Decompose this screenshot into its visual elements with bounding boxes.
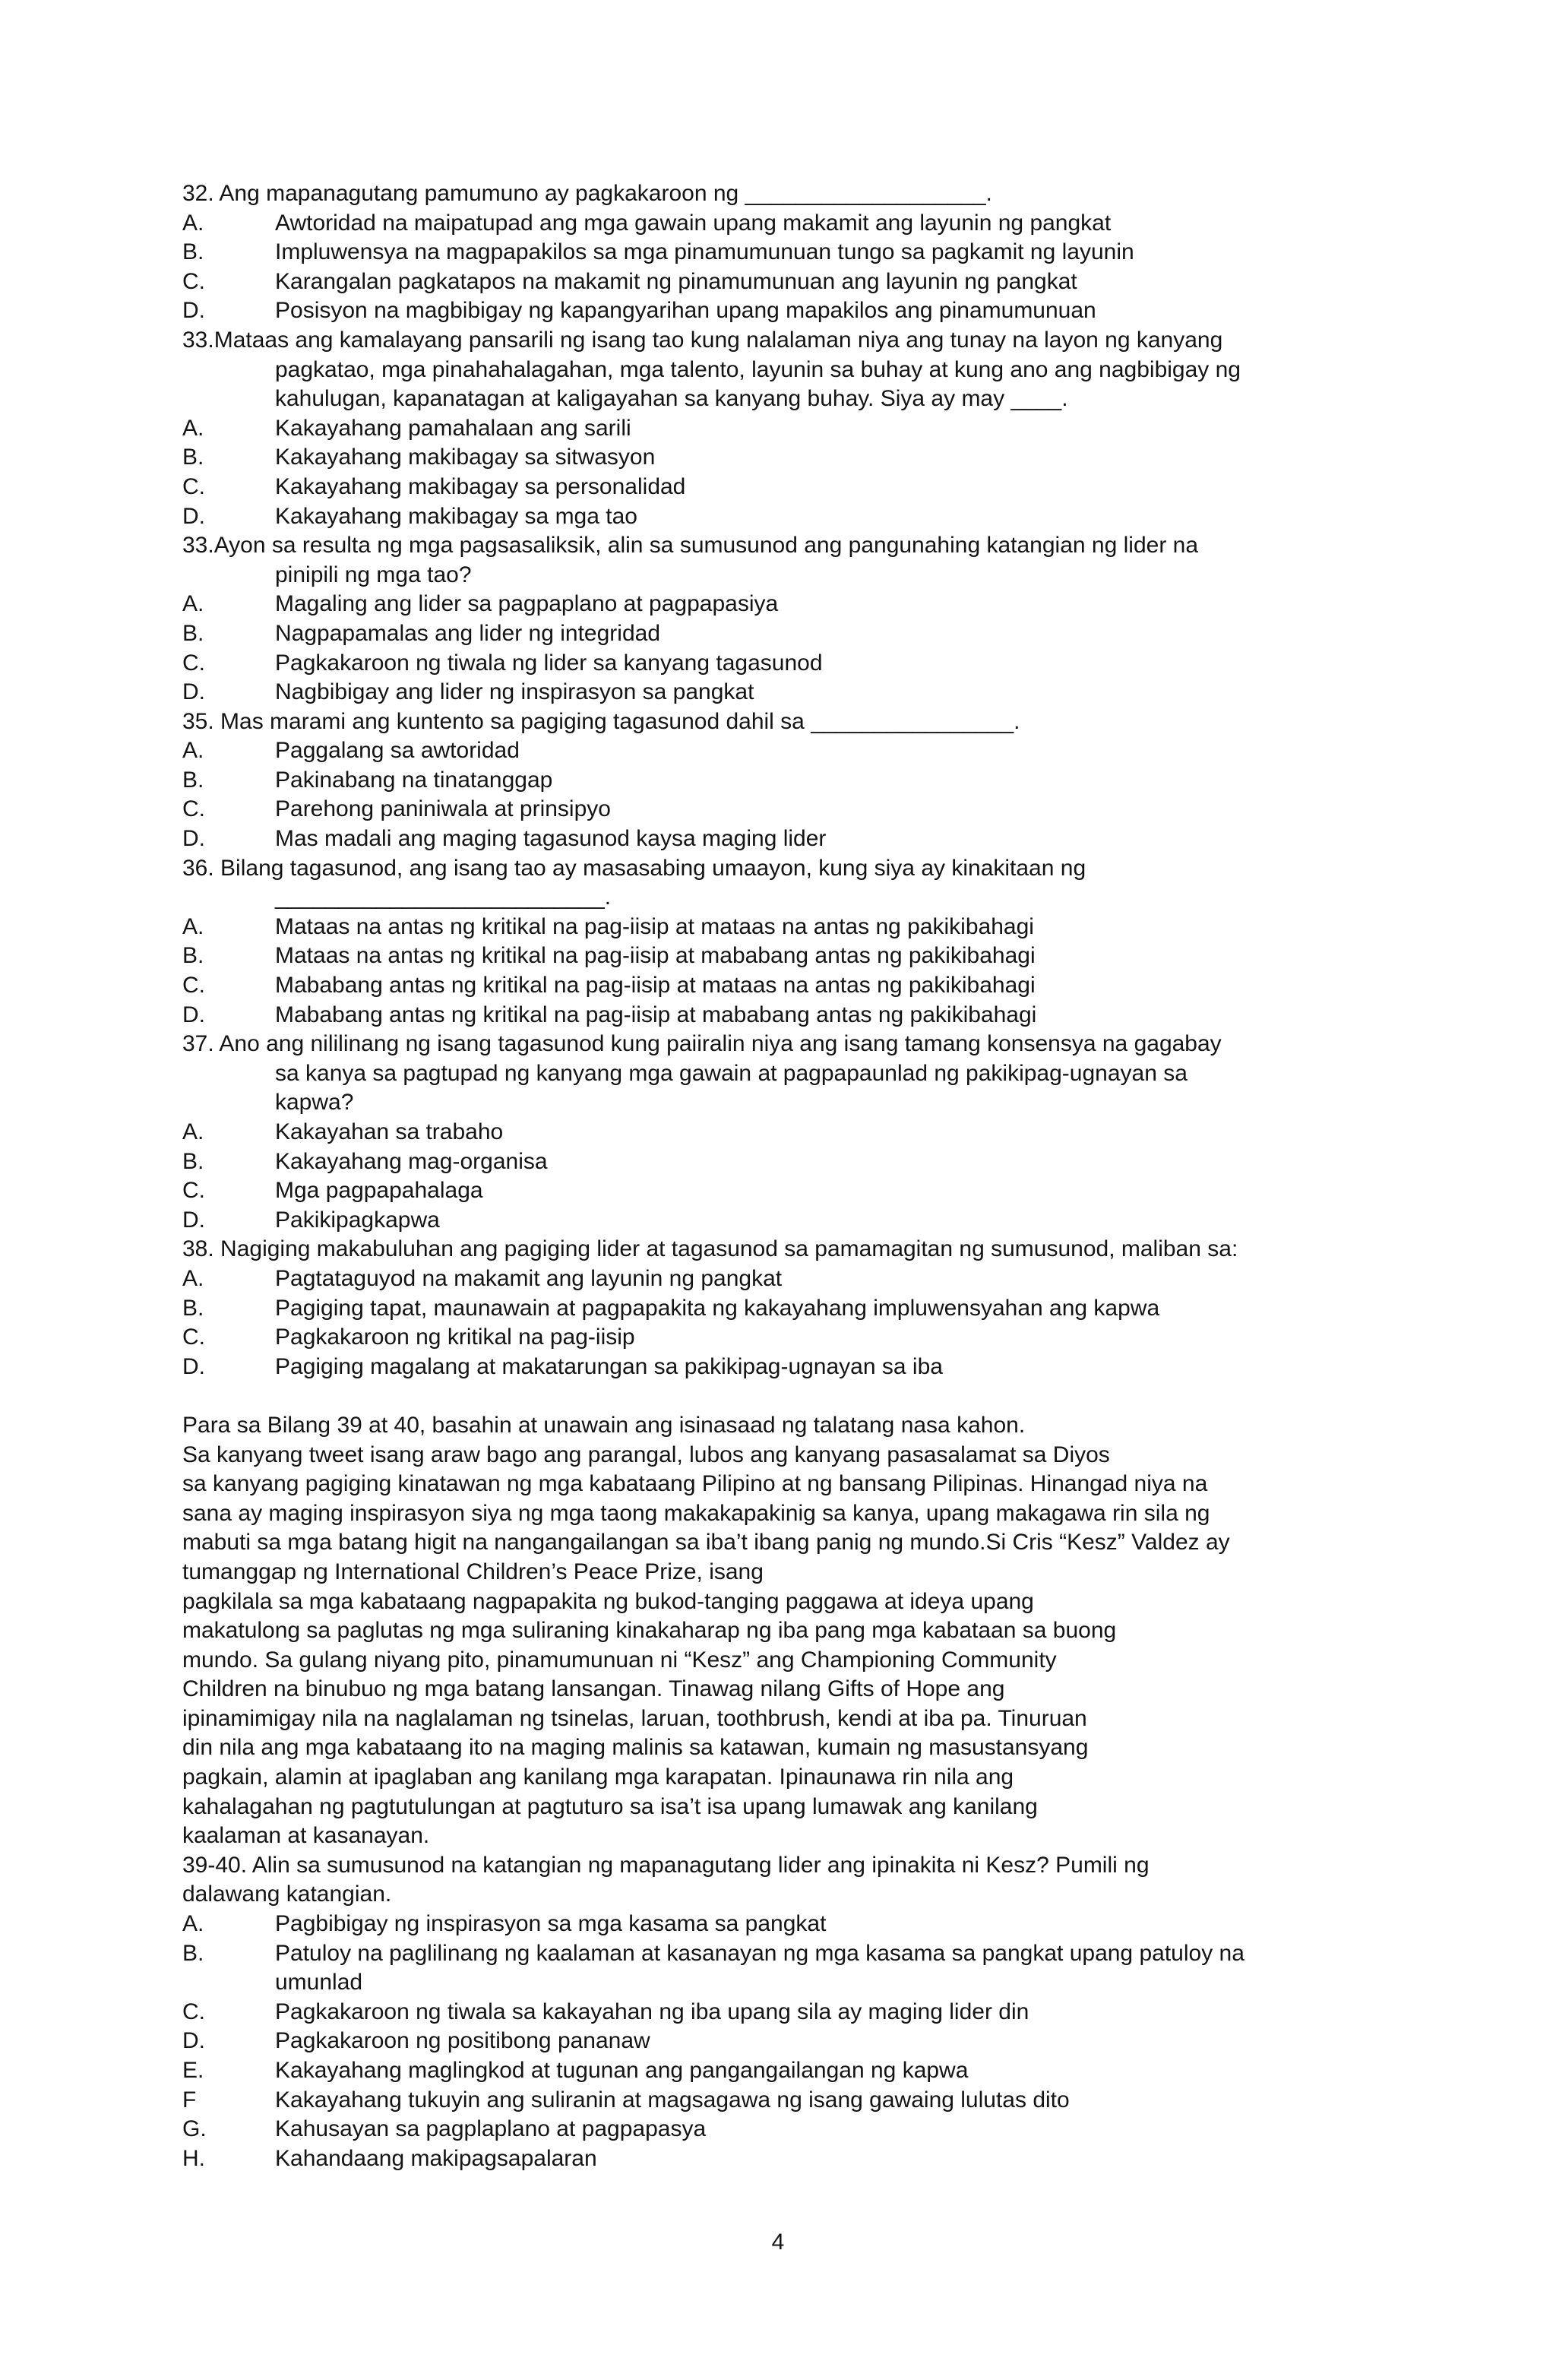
question-stem: 32. Ang mapanagutang pamumuno ay pagkakaroon ng ___________________. bbox=[182, 181, 992, 206]
option-letter: E. bbox=[182, 2058, 204, 2083]
document-body bbox=[182, 179, 1383, 2173]
answer-option bbox=[182, 1176, 1383, 1206]
answer-option bbox=[182, 473, 1383, 502]
answer-option bbox=[182, 1001, 1383, 1030]
option-text: Pagkakaroon ng kritikal na pag-iisip bbox=[275, 1325, 635, 1350]
answer-option bbox=[182, 590, 1383, 619]
answer-option bbox=[182, 238, 1383, 267]
option-letter: B. bbox=[182, 239, 204, 265]
question-item bbox=[182, 179, 1383, 326]
option-text: Posisyon na magbibigay ng kapangyarihan upang mapakilos ang pinamumunuan bbox=[275, 298, 1096, 324]
option-letter: C. bbox=[182, 796, 205, 822]
option-letter: A. bbox=[182, 1911, 204, 1937]
option-letter: B. bbox=[182, 620, 204, 646]
option-letter: B. bbox=[182, 1148, 204, 1174]
question-stem: pagkatao, mga pinahahalagahan, mga talento, layunin sa buhay at kung ano ang nagbibigay ng bbox=[275, 356, 1241, 382]
option-text: umunlad bbox=[275, 1970, 363, 1995]
answer-option bbox=[182, 1264, 1383, 1294]
option-text: Pagtataguyod na makamit ang layunin ng pangkat bbox=[275, 1265, 783, 1291]
answer-option bbox=[182, 736, 1383, 766]
option-letter: C. bbox=[182, 1999, 205, 2024]
option-letter: D. bbox=[182, 826, 205, 852]
answer-option bbox=[182, 649, 1383, 679]
reading-passage bbox=[182, 1411, 1383, 1851]
option-text: Magaling ang lider sa pagpaplano at pagpapasiya bbox=[275, 591, 779, 617]
question-item bbox=[182, 326, 1383, 531]
answer-option bbox=[182, 824, 1383, 854]
answer-option bbox=[182, 2115, 1383, 2144]
option-text: Kakayahang pamahalaan ang sarili bbox=[275, 415, 631, 441]
answer-option bbox=[182, 414, 1383, 444]
option-letter: D. bbox=[182, 679, 205, 705]
option-letter: B. bbox=[182, 445, 204, 470]
answer-option bbox=[182, 619, 1383, 649]
answer-option bbox=[182, 267, 1383, 297]
option-letter: D. bbox=[182, 1207, 205, 1233]
answer-option bbox=[182, 502, 1383, 532]
option-text: Paggalang sa awtoridad bbox=[275, 738, 520, 764]
passage-line: din nila ang mga kabataang ito na maging malinis sa katawan, kumain ng masustansyang bbox=[182, 1735, 1089, 1761]
answer-option bbox=[182, 296, 1383, 326]
answer-option bbox=[182, 2056, 1383, 2086]
answer-option bbox=[182, 766, 1383, 796]
option-text: Mas madali ang maging tagasunod kaysa maging lider bbox=[275, 826, 827, 852]
option-text: Pagkakaroon ng tiwala ng lider sa kanyang tagasunod bbox=[275, 650, 823, 676]
answer-option bbox=[182, 1939, 1383, 1969]
question-item bbox=[182, 854, 1383, 1030]
answer-option bbox=[182, 2027, 1383, 2056]
option-text: Pagiging tapat, maunawain at pagpapakita ng kakayahang impluwensyahan ang kapwa bbox=[275, 1295, 1160, 1321]
passage-line: makatulong sa paglutas ng mga suliraning kinakaharap ng iba pang mga kabataan sa buong bbox=[182, 1618, 1117, 1644]
answer-option bbox=[182, 2086, 1383, 2116]
option-letter: B. bbox=[182, 1295, 204, 1321]
option-letter: C. bbox=[182, 473, 205, 499]
option-letter: C. bbox=[182, 650, 205, 676]
passage-line: sana ay maging inspirasyon siya ng mga taong makakapakinig sa kanya, upang makagawa rin sila ng bbox=[182, 1500, 1210, 1526]
question-stem: 36. Bilang tagasunod, ang isang tao ay masasabing umaayon, kung siya ay kinakitaan ng bbox=[182, 855, 1086, 881]
answer-option bbox=[182, 1910, 1383, 1939]
answer-option bbox=[182, 1294, 1383, 1324]
option-letter: D. bbox=[182, 1002, 205, 1027]
option-text: Kahandaang makipagsapalaran bbox=[275, 2145, 597, 2171]
passage-line: Para sa Bilang 39 at 40, basahin at unawain ang isinasaad ng talatang nasa kahon. bbox=[182, 1412, 1026, 1438]
option-text: Kakayahang makibagay sa sitwasyon bbox=[275, 445, 656, 470]
option-letter: C. bbox=[182, 973, 205, 999]
option-text: Kakayahang makibagay sa mga tao bbox=[275, 503, 637, 529]
question-item bbox=[182, 531, 1383, 707]
option-letter: D. bbox=[182, 298, 205, 324]
option-text: Kakayahang makibagay sa personalidad bbox=[275, 473, 686, 499]
option-text: Pakinabang na tinatanggap bbox=[275, 767, 553, 793]
option-letter: F bbox=[182, 2087, 197, 2113]
question-stem: dalawang katangian. bbox=[182, 1882, 392, 1907]
option-text: Pagkakaroon ng tiwala sa kakayahan ng iba upang sila ay maging lider din bbox=[275, 1999, 1029, 2024]
question-item bbox=[182, 1235, 1383, 1381]
answer-option bbox=[182, 443, 1383, 473]
question-stem: 38. Nagiging makabuluhan ang pagiging lider at tagasunod sa pamamagitan ng sumusunod, maliban sa: bbox=[182, 1236, 1238, 1262]
option-letter: A. bbox=[182, 1265, 204, 1291]
answer-option bbox=[182, 209, 1383, 239]
option-letter: C. bbox=[182, 1325, 205, 1350]
question-stem: pinipili ng mga tao? bbox=[275, 562, 472, 587]
question-stem: 35. Mas marami ang kuntento sa pagiging tagasunod dahil sa ________________. bbox=[182, 708, 1020, 734]
passage-line: pagkain, alamin at ipaglaban ang kanilang mga karapatan. Ipinaunawa rin nila ang bbox=[182, 1764, 1014, 1790]
option-text: Patuloy na paglilinang ng kaalaman at kasanayan ng mga kasama sa pangkat upang patuloy na bbox=[275, 1940, 1244, 1966]
option-letter: G. bbox=[182, 2116, 207, 2142]
option-text: Pagbibigay ng inspirasyon sa mga kasama sa pangkat bbox=[275, 1911, 827, 1937]
option-text: Mababang antas ng kritikal na pag-iisip at mataas na antas ng pakikibahagi bbox=[275, 973, 1036, 999]
option-text: Karangalan pagkatapos na makamit ng pinamumunuan ang layunin ng pangkat bbox=[275, 268, 1077, 294]
passage-line: Sa kanyang tweet isang araw bago ang parangal, lubos ang kanyang pasasalamat sa Diyos bbox=[182, 1442, 1110, 1467]
answer-option bbox=[182, 2144, 1383, 2174]
option-letter: H. bbox=[182, 2145, 205, 2171]
question-39-40 bbox=[182, 1851, 1383, 2174]
passage-line: kahalagahan ng pagtutulungan at pagtuturo sa isa’t isa upang lumawak ang kanilang bbox=[182, 1793, 1038, 1819]
option-text: Mga pagpapahalaga bbox=[275, 1178, 483, 1204]
option-letter: B. bbox=[182, 1940, 204, 1966]
option-letter: A. bbox=[182, 738, 204, 764]
option-letter: A. bbox=[182, 913, 204, 939]
question-stem: 33.Ayon sa resulta ng mga pagsasaliksik, alin sa sumusunod ang pangunahing katangian ng lider na bbox=[182, 533, 1199, 559]
option-letter: A. bbox=[182, 210, 204, 236]
question-stem: __________________________. bbox=[275, 885, 612, 910]
option-text: Nagbibigay ang lider ng inspirasyon sa pangkat bbox=[275, 679, 754, 705]
page-number: 4 bbox=[771, 2230, 785, 2255]
answer-option bbox=[182, 1206, 1383, 1236]
option-letter: A. bbox=[182, 1119, 204, 1144]
question-list bbox=[182, 179, 1383, 1381]
option-letter: C. bbox=[182, 268, 205, 294]
passage-line: ipinamimigay nila na naglalaman ng tsinelas, laruan, toothbrush, kendi at iba pa. Tinuruan bbox=[182, 1705, 1087, 1731]
question-item bbox=[182, 1030, 1383, 1235]
passage-line: Children na binubuo ng mga batang lansangan. Tinawag nilang Gifts of Hope ang bbox=[182, 1676, 1005, 1702]
option-text: Mataas na antas ng kritikal na pag-iisip at mataas na antas ng pakikibahagi bbox=[275, 913, 1034, 939]
option-letter: D. bbox=[182, 2028, 205, 2054]
option-text: Kakayahan sa trabaho bbox=[275, 1119, 504, 1144]
answer-option bbox=[182, 1323, 1383, 1353]
option-letter: A. bbox=[182, 415, 204, 441]
answer-option bbox=[182, 795, 1383, 824]
passage-line: pagkilala sa mga kabataang nagpapakita ng bukod-tanging paggawa at ideya upang bbox=[182, 1588, 1034, 1614]
option-text: Kakayahang maglingkod at tugunan ang pangangailangan ng kapwa bbox=[275, 2058, 969, 2083]
option-text: Kakayahang mag-organisa bbox=[275, 1148, 548, 1174]
answer-option bbox=[182, 1147, 1383, 1177]
option-text: Kakayahang tukuyin ang suliranin at magsagawa ng isang gawaing lulutas dito bbox=[275, 2087, 1070, 2113]
question-stem: kapwa? bbox=[275, 1090, 354, 1116]
answer-option bbox=[182, 913, 1383, 942]
question-stem: 39-40. Alin sa sumusunod na katangian ng mapanagutang lider ang ipinakita ni Kesz? Pumili ng bbox=[182, 1852, 1150, 1878]
option-text: Kahusayan sa pagplaplano at pagpapasya bbox=[275, 2116, 707, 2142]
question-stem: kahulugan, kapanatagan at kaligayahan sa kanyang buhay. Siya ay may ____. bbox=[275, 386, 1068, 412]
answer-option bbox=[182, 678, 1383, 707]
option-letter: D. bbox=[182, 503, 205, 529]
answer-option bbox=[182, 971, 1383, 1001]
question-stem: 33.Mataas ang kamalayang pansarili ng isang tao kung nalalaman niya ang tunay na layon ng kanyang bbox=[182, 327, 1223, 353]
spacer bbox=[182, 1381, 1383, 1411]
answer-option bbox=[182, 1118, 1383, 1147]
passage-line: mundo. Sa gulang niyang pito, pinamumunuan ni “Kesz” ang Championing Community bbox=[182, 1647, 1057, 1673]
option-text: Pagiging magalang at makatarungan sa pakikipag-ugnayan sa iba bbox=[275, 1353, 943, 1379]
option-text: Mataas na antas ng kritikal na pag-iisip at mababang antas ng pakikibahagi bbox=[275, 943, 1036, 969]
option-text: Mababang antas ng kritikal na pag-iisip at mababang antas ng pakikibahagi bbox=[275, 1002, 1037, 1027]
answer-option bbox=[182, 1968, 1383, 1998]
passage-line: tumanggap ng International Children’s Peace Prize, isang bbox=[182, 1559, 764, 1584]
option-text: Pakikipagkapwa bbox=[275, 1207, 440, 1233]
option-letter: D. bbox=[182, 1353, 205, 1379]
question-stem: sa kanya sa pagtupad ng kanyang mga gawain at pagpapaunlad ng pakikipag-ugnayan sa bbox=[275, 1060, 1188, 1086]
option-letter: B. bbox=[182, 767, 204, 793]
option-letter: C. bbox=[182, 1178, 205, 1204]
answer-option bbox=[182, 1353, 1383, 1382]
answer-option bbox=[182, 942, 1383, 971]
passage-line: sa kanyang pagiging kinatawan ng mga kabataang Pilipino at ng bansang Pilipinas. Hinangad niya na bbox=[182, 1471, 1208, 1497]
question-item bbox=[182, 707, 1383, 854]
question-stem: 37. Ano ang nililinang ng isang tagasunod kung paiiralin niya ang isang tamang konsensya na gagabay bbox=[182, 1031, 1222, 1057]
option-text: Nagpapamalas ang lider ng integridad bbox=[275, 620, 661, 646]
passage-line: kaalaman at kasanayan. bbox=[182, 1823, 430, 1849]
option-text: Awtoridad na maipatupad ang mga gawain upang makamit ang layunin ng pangkat bbox=[275, 210, 1112, 236]
passage-line: mabuti sa mga batang higit na nangangailangan sa iba’t ibang panig ng mundo.Si Cris “Kesz” Valdez ay bbox=[182, 1530, 1230, 1556]
answer-option bbox=[182, 1998, 1383, 2027]
option-letter: A. bbox=[182, 591, 204, 617]
option-text: Parehong paniniwala at prinsipyo bbox=[275, 796, 611, 822]
option-letter: B. bbox=[182, 943, 204, 969]
option-text: Pagkakaroon ng positibong pananaw bbox=[275, 2028, 650, 2054]
option-text: Impluwensya na magpapakilos sa mga pinamumunuan tungo sa pagkamit ng layunin bbox=[275, 239, 1134, 265]
